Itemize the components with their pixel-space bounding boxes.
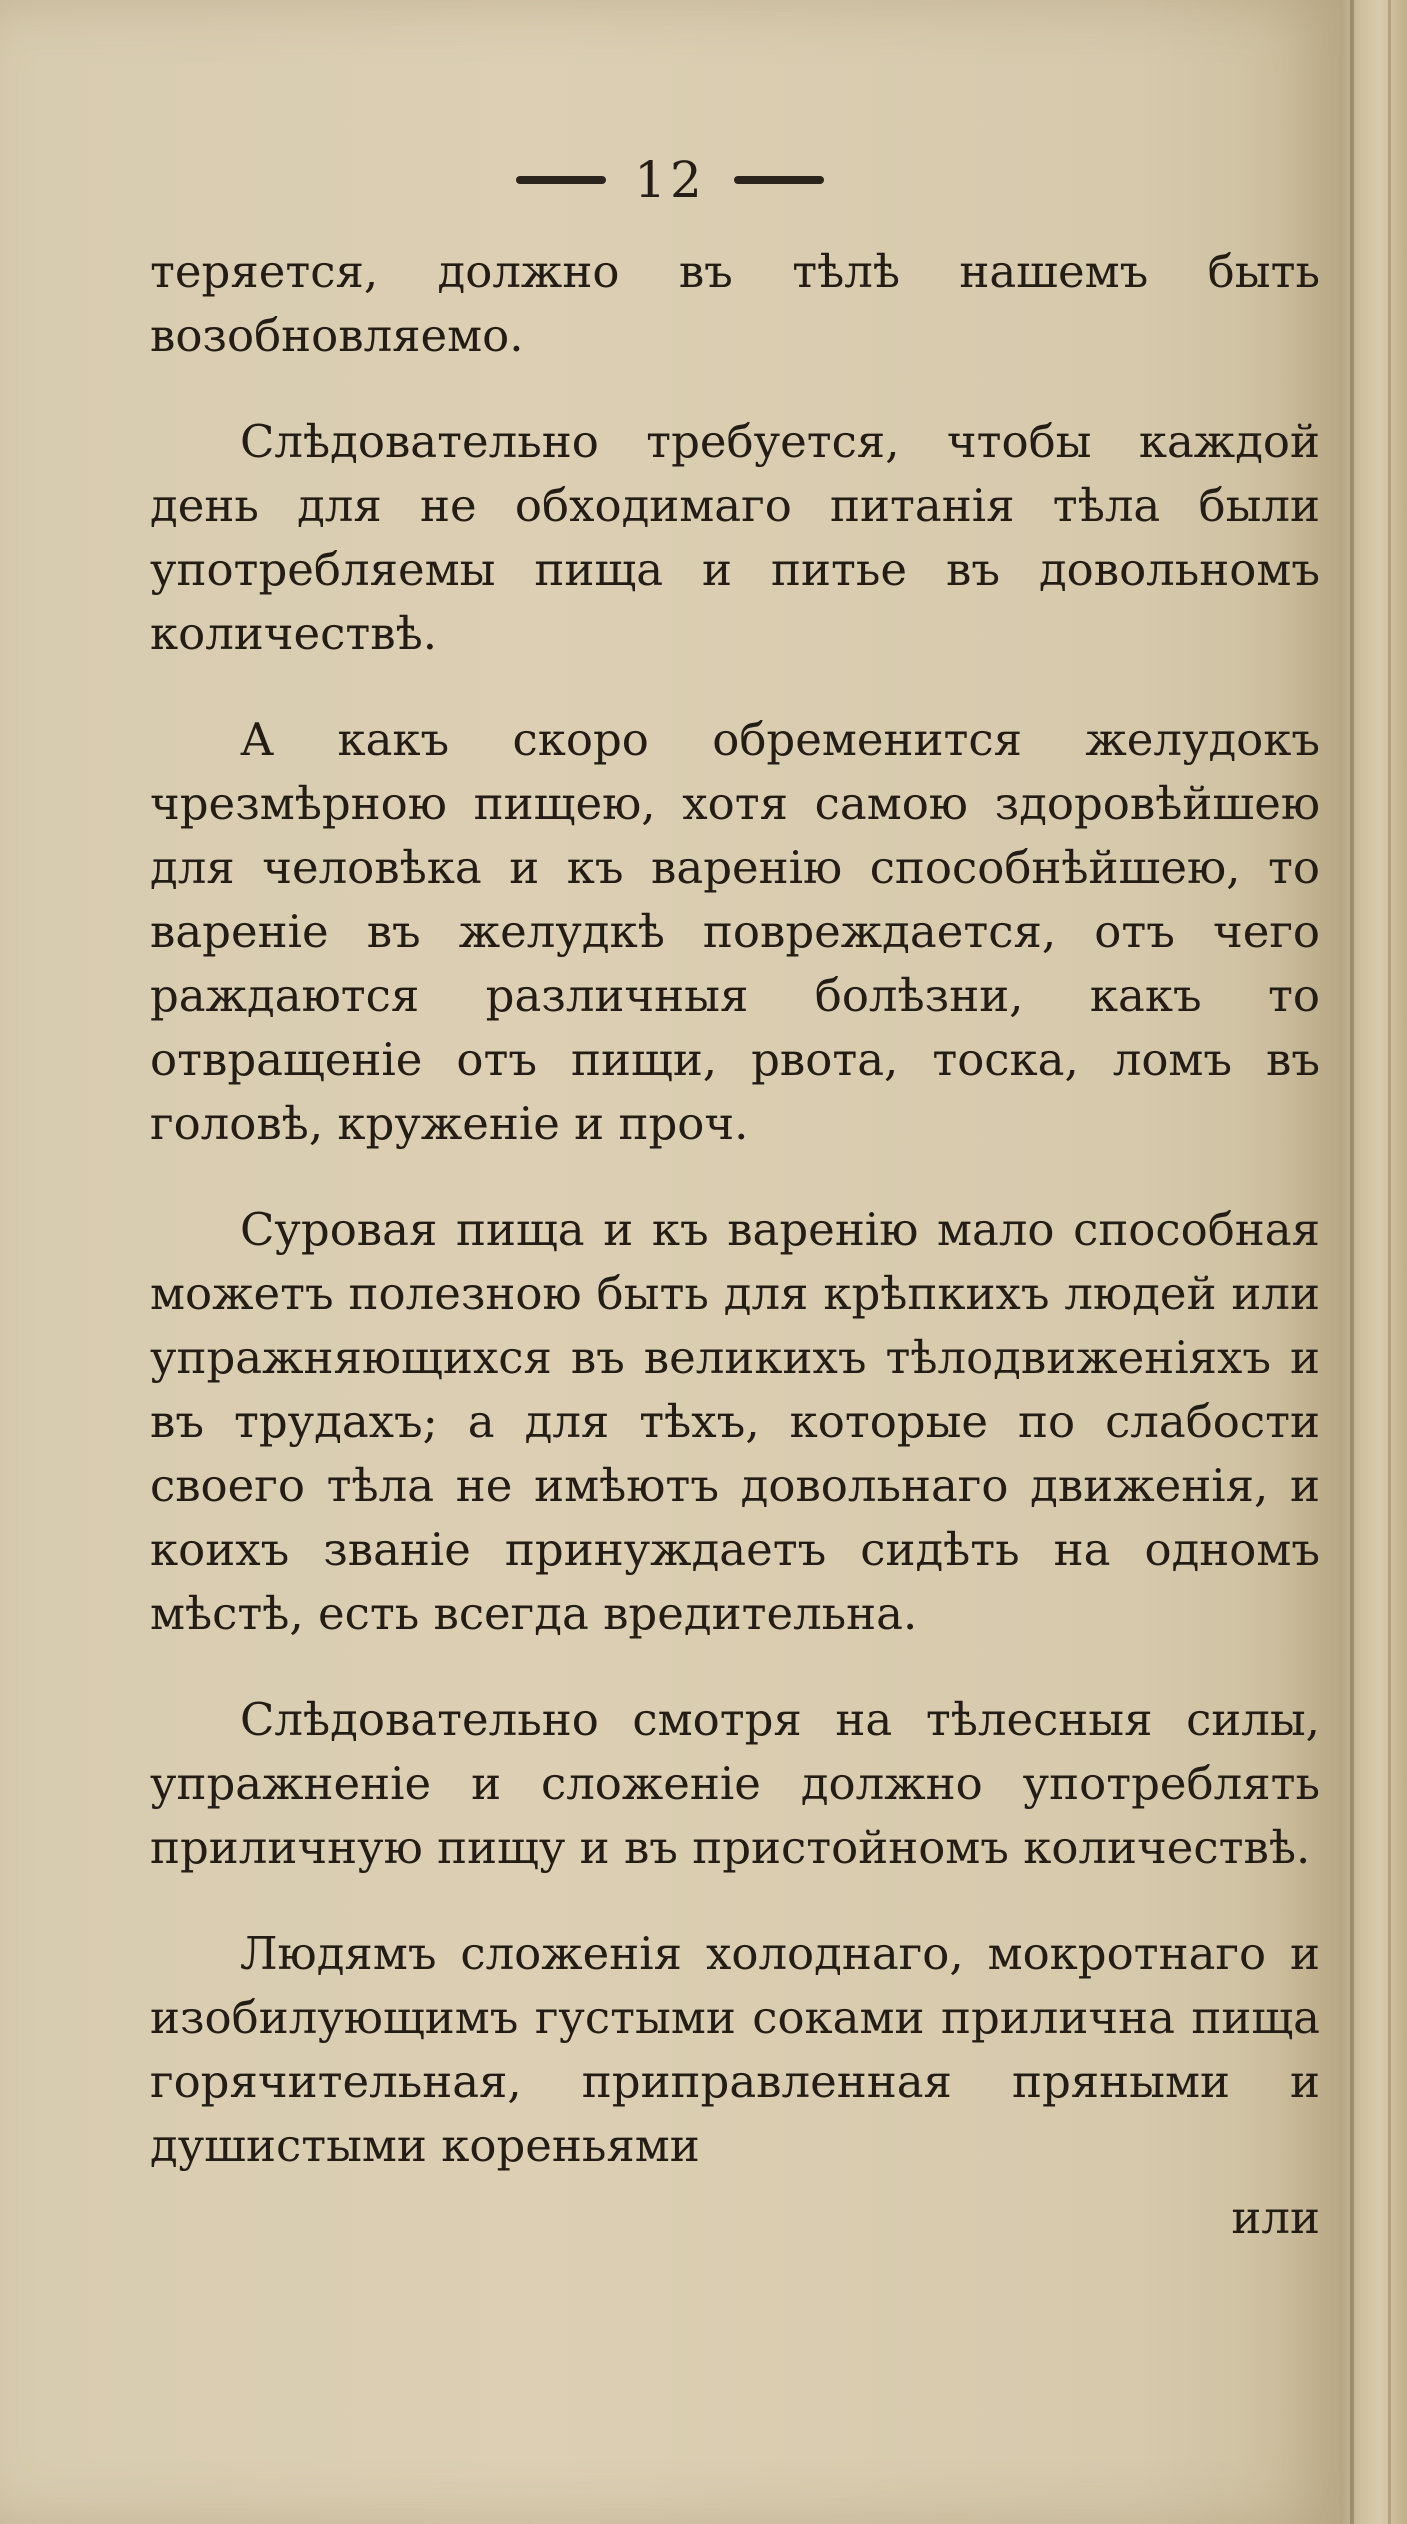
right-ornament-rule: [734, 176, 824, 184]
body-text: [150, 240, 1320, 2178]
paragraph-6: Людямъ сложенія холоднаго, мокротнаго и изобилующимъ густыми соками прилична пища горячительная, приправленная пряными и душистыми кореньями: [150, 1927, 1320, 2172]
paragraph-5: Слѣдовательно смотря на тѣлесныя силы, упражненіе и сложеніе должно употреблять приличную пищу и въ пристойномъ количествѣ.: [150, 1693, 1320, 1874]
page-number: 12: [634, 151, 706, 209]
catchword: или: [1231, 2191, 1320, 2244]
page-header: [0, 150, 1340, 210]
paragraph-4: Суровая пища и къ варенію мало способная можетъ полезною быть для крѣпкихъ людей или упражняющихся въ великихъ тѣлодвиженіяхъ и въ трудахъ; а для тѣхъ, которые по слабости своего тѣла не имѣютъ довольнаго движенія, и коихъ званіе принуждаетъ сидѣть на одномъ мѣстѣ, есть всегда вредительна.: [150, 1203, 1320, 1640]
paragraph-2: Слѣдовательно требуется, чтобы каждой день для не обходимаго питанія тѣла были употребляемы пища и питье въ довольномъ количествѣ.: [150, 415, 1320, 660]
page-edge-shadow: [1340, 0, 1407, 2524]
left-ornament-rule: [516, 176, 606, 184]
paragraph-3: А какъ скоро обременится желудокъ чрезмѣрною пищею, хотя самою здоровѣйшею для человѣка и къ варенію способнѣйшею, то вареніе въ желудкѣ повреждается, отъ чего раждаются различныя болѣзни, какъ то отвращеніе отъ пищи, рвота, тоска, ломъ въ головѣ, круженіе и проч.: [150, 713, 1320, 1150]
paragraph-continuation: теряется, должно въ тѣлѣ нашемъ быть возобновляемо.: [150, 245, 1320, 362]
